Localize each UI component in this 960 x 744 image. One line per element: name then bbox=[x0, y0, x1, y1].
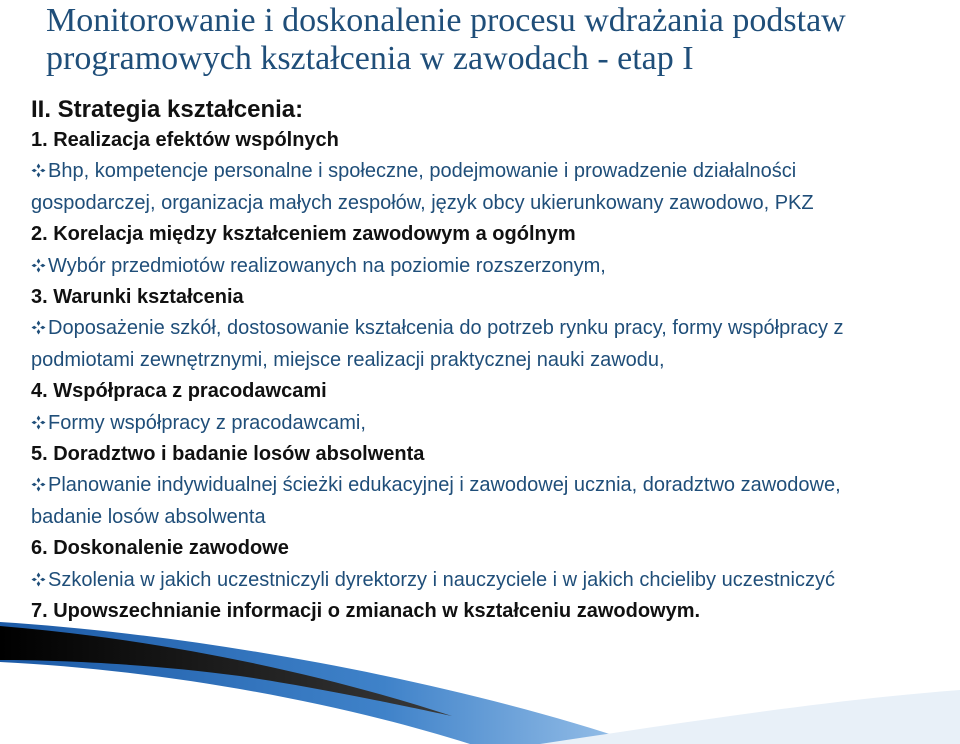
list-item bbox=[31, 251, 956, 282]
section-1-header: 1. Realizacja efektów wspólnych bbox=[31, 129, 339, 151]
section-4-header: 4. Współpraca z pracodawcami bbox=[31, 380, 327, 403]
list-item bbox=[31, 470, 956, 501]
slide-title bbox=[46, 2, 946, 78]
diamond-bullet-icon bbox=[31, 566, 46, 581]
section-heading: II. Strategia kształcenia: bbox=[31, 96, 304, 123]
list-item-continuation: gospodarczej, organizacja małych zespołów, język obcy ukierunkowany zawodowo, PKZ bbox=[31, 191, 814, 214]
section-3-header: 3. Warunki kształcenia bbox=[31, 286, 244, 309]
diamond-bullet-icon bbox=[31, 471, 46, 486]
diamond-bullet-icon bbox=[31, 409, 46, 424]
list-item bbox=[31, 156, 956, 187]
swoosh-light-band bbox=[540, 690, 960, 744]
list-item bbox=[31, 408, 956, 439]
list-item-text: Formy współpracy z pracodawcami, bbox=[48, 411, 366, 434]
list-item-text: Planowanie indywidualnej ścieżki edukacyjnej i zawodowej ucznia, doradztwo zawodowe, bbox=[48, 474, 841, 497]
list-item-continuation: badanie losów absolwenta bbox=[31, 505, 266, 528]
list-item bbox=[31, 565, 956, 596]
list-item-text: Bhp, kompetencje personalne i społeczne, podejmowanie i prowadzenie działalności bbox=[48, 160, 797, 183]
section-5-header: 5. Doradztwo i badanie losów absolwenta bbox=[31, 443, 425, 466]
slide-content bbox=[31, 94, 956, 628]
slide-title-line-1: Monitorowanie i doskonalenie procesu wdrażania podstaw bbox=[46, 2, 846, 39]
diamond-bullet-icon bbox=[31, 157, 46, 172]
diamond-bullet-icon bbox=[31, 314, 46, 329]
list-item-text: Szkolenia w jakich uczestniczyli dyrektorzy i nauczyciele i w jakich chcieliby uczestniczyć bbox=[48, 568, 835, 591]
diamond-bullet-icon bbox=[31, 252, 46, 267]
list-item-text: Doposażenie szkół, dostosowanie kształcenia do potrzeb rynku pracy, formy współpracy z bbox=[48, 317, 844, 340]
section-6-header: 6. Doskonalenie zawodowe bbox=[31, 537, 289, 560]
section-2-header: 2. Korelacja między kształceniem zawodowym a ogólnym bbox=[31, 223, 576, 246]
list-item bbox=[31, 313, 956, 344]
section-7-header: 7. Upowszechnianie informacji o zmianach w kształceniu zawodowym. bbox=[31, 600, 701, 623]
slide-title-line-2: programowych kształcenia w zawodach - etap I bbox=[46, 40, 694, 77]
list-item-continuation: podmiotami zewnętrznymi, miejsce realizacji praktycznej nauki zawodu, bbox=[31, 348, 665, 371]
list-item-text: Wybór przedmiotów realizowanych na poziomie rozszerzonym, bbox=[48, 254, 606, 277]
